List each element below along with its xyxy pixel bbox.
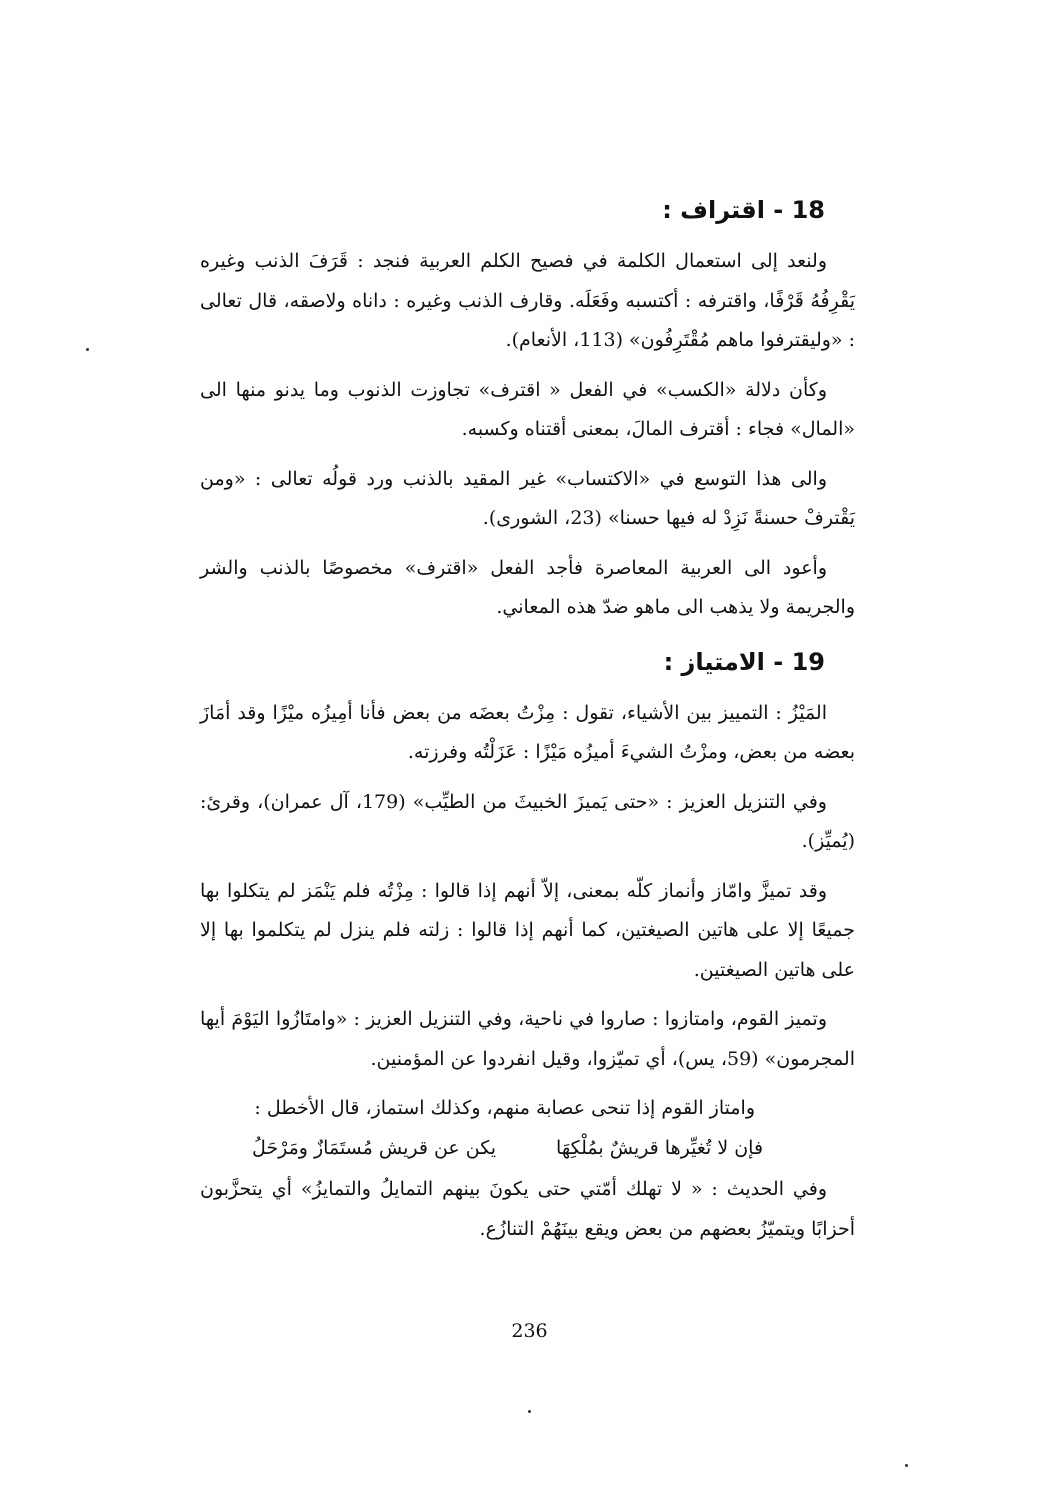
paragraph: وأعود الى العربية المعاصرة فأجد الفعل «اقترف» مخصوصًا بالذنب والشر والجريمة ولا يذهب الى ماهو ضدّ هذه المعاني. [200,556,855,618]
verse-first-hemistich: فإن لا تُغيِّرها قريشٌ بمُلْكِهَا [556,1136,764,1159]
scan-speck [86,348,89,351]
verse-second-hemistich: يكن عن قريش مُستَمَازٌ ومَرْحَلُ [251,1136,497,1159]
paragraph: وتميز القوم، وامتازوا : صاروا في ناحية، وفي التنزيل العزيز : «وامتَازُوا اليَوْمَ أيها المجرمون» (59، يس)، أي تميّزوا، وقيل انفردوا عن المؤمنين. [200,1008,855,1070]
page-number: 236 [511,1320,548,1342]
scan-speck [905,1464,908,1467]
poetry-verse [200,1129,855,1169]
verse-intro: وامتاز القوم إذا تنحى عصابة منهم، وكذلك استماز، قال الأخطل : [254,1097,755,1119]
section-heading-iqtiraf: 18 - اقتراف : [662,196,825,224]
scan-speck [528,1410,531,1413]
paragraph: وقد تميزَّ وامّاز وأنماز كلّه بمعنى، إلاّ أنهم إذا قالوا : مِزْتُه فلم يَنْمَز لم يتكلوا بها جميعًا إلا على هاتين الصيغتين، كما أنهم إذا قالوا : زلته فلم ينزل لم يتكلموا بها إلا على هاتين الصيغتين. [200,879,855,981]
paragraph: وفي التنزيل العزيز : «حتى يَميزَ الخبيثَ من الطيِّب» (179، آل عمران)، وقرئ: (يُميِّز). [200,790,855,852]
paragraph: وفي الحديث : « لا تهلك أمّتي حتى يكونَ بينهم التمايلُ والتمايزُ» أي يتحزَّبون أحزابًا ويتميّزُ بعضهم من بعض ويقع بينَهُمْ التنازُع. [200,1178,855,1240]
paragraph: وكأن دلالة «الكسب» في الفعل « اقترف» تجاوزت الذنوب وما يدنو منها الى «المال» فجاء : أقترف المالَ، بمعنى أقتناه وكسبه. [200,378,855,440]
paragraph: والى هذا التوسع في «الاكتساب» غير المقيد بالذنب ورد قولُه تعالى : «ومن يَقْترفْ حسنةً نَزِدْ له فيها حسنا» (23، الشورى). [200,467,855,529]
page-body [200,190,855,1259]
paragraph: ولنعد إلى استعمال الكلمة في فصيح الكلم العربية فنجد : قَرَفَ الذنب وغيره يَقْرِفُهُ قَرْفًا، واقترفه : أكتسبه وفَعَلَه. وقارف الذنب وغيره : داناه ولاصقه، قال تعالى : «وليقترفوا ماهم مُقْتَرِفُون» (113، الأنعام). [200,250,855,351]
paragraph: المَيْزُ : التمييز بين الأشياء، تقول : مِزْتُ بعضَه من بعض فأنا أمِيزُه ميْزًا وقد أمَازَ بعضه من بعض، ومزْتُ الشيءَ أميزُه مَيْزًا : عَزَلْتُه وفرزته. [200,701,855,763]
section-heading-imtiyaz: 19 - الامتياز : [663,647,825,676]
